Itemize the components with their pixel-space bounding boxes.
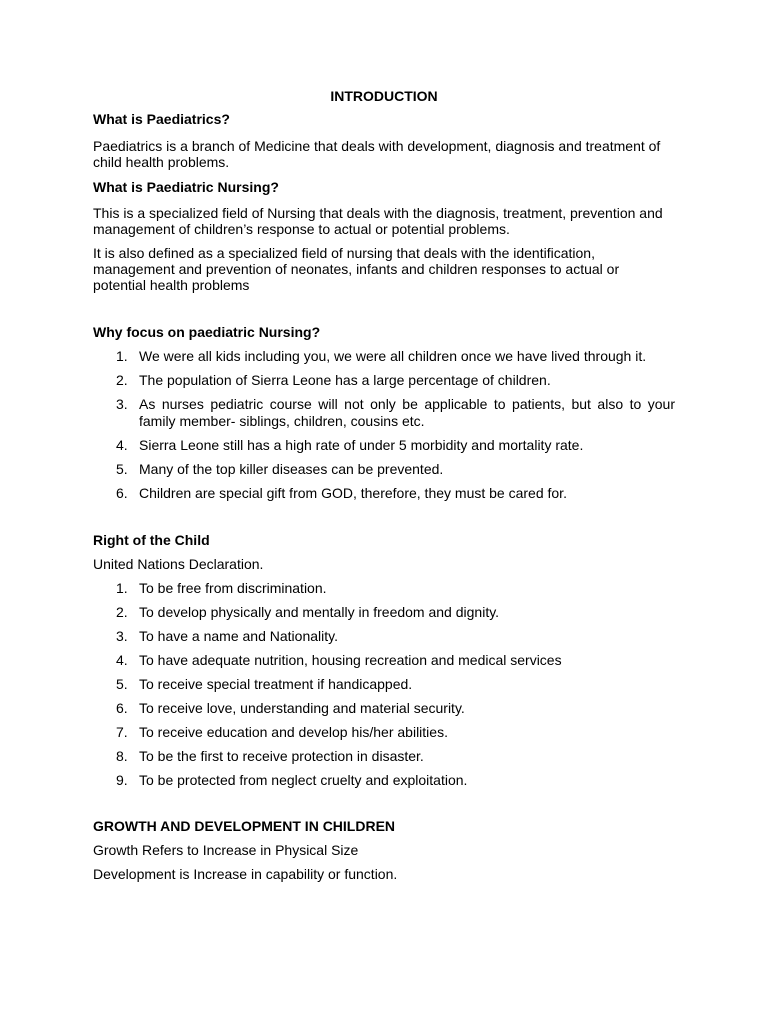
list-item: 6. To receive love, understanding and material security. (116, 700, 465, 716)
list-item: 9. To be protected from neglect cruelty and exploitation. (116, 772, 468, 788)
heading-growth-and-development: GROWTH AND DEVELOPMENT IN CHILDREN (93, 818, 396, 834)
list-item: 3. As nurses pediatric course will not only be applicable to patients, but also to your family member- siblings, children, cousins etc. (116, 396, 675, 429)
rights-list (93, 580, 675, 789)
paediatric-nursing-definition-1: This is a specialized field of Nursing that deals with the diagnosis, treatment, prevention and management of children’s response to actual or potential problems. (93, 205, 663, 237)
list-item: 1. To be free from discrimination. (116, 580, 327, 596)
page-title: INTRODUCTION (330, 88, 438, 104)
paediatric-nursing-definition-2: It is also defined as a specialized field of nursing that deals with the identification, management and prevention of neonates, infants and children responses to actual or potential health problems (93, 245, 620, 293)
list-item: 2. To develop physically and mentally in freedom and dignity. (116, 604, 500, 620)
development-definition: Development is Increase in capability or function. (93, 866, 398, 882)
list-item: 3. To have a name and Nationality. (116, 628, 338, 644)
list-item: 8. To be the first to receive protection in disaster. (116, 748, 424, 764)
heading-right-of-the-child: Right of the Child (93, 532, 210, 548)
document-body (93, 111, 675, 883)
list-item: 2. The population of Sierra Leone has a large percentage of children. (116, 372, 551, 388)
list-item: 4. To have adequate nutrition, housing recreation and medical services (116, 652, 562, 668)
list-item: 5. Many of the top killer diseases can be prevented. (116, 461, 444, 477)
list-item: 1. We were all kids including you, we were all children once we have lived through it. (116, 348, 647, 364)
paediatrics-definition: Paediatrics is a branch of Medicine that deals with development, diagnosis and treatment of child health problems. (93, 138, 661, 170)
list-item: 6. Children are special gift from GOD, therefore, they must be cared for. (116, 485, 567, 501)
heading-why-focus: Why focus on paediatric Nursing? (93, 324, 321, 340)
list-item: 4. Sierra Leone still has a high rate of under 5 morbidity and mortality rate. (116, 437, 584, 453)
un-declaration-label: United Nations Declaration. (93, 556, 264, 572)
heading-what-is-paediatrics: What is Paediatrics? (93, 111, 230, 127)
why-focus-list (93, 348, 675, 502)
list-item: 5. To receive special treatment if handicapped. (116, 676, 413, 692)
heading-what-is-paediatric-nursing: What is Paediatric Nursing? (93, 179, 279, 195)
growth-definition: Growth Refers to Increase in Physical Size (93, 842, 359, 858)
list-item: 7. To receive education and develop his/her abilities. (116, 724, 448, 740)
